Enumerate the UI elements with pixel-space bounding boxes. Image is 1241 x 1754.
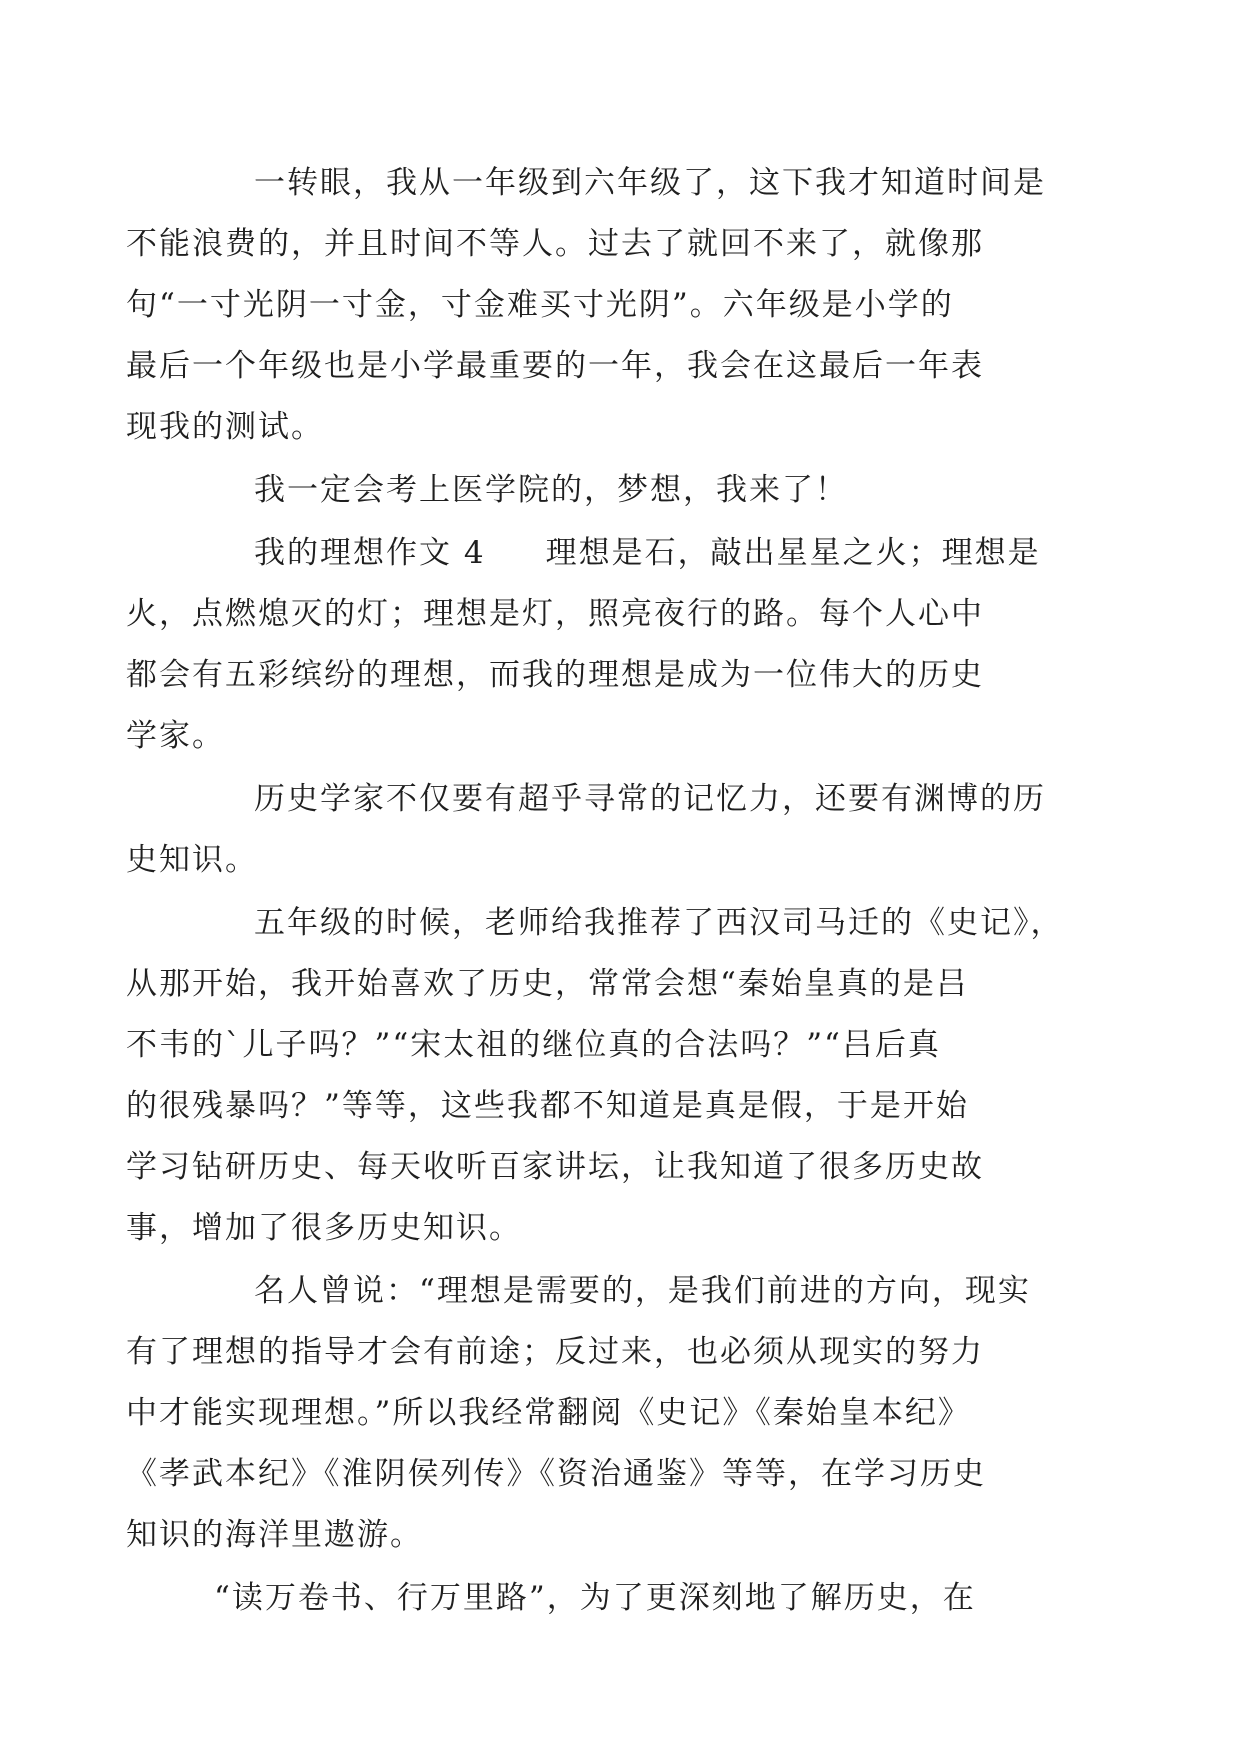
text-line: 学家。 <box>126 718 225 754</box>
paragraph-1 <box>126 153 1050 458</box>
text-line: 《孝武本纪》《淮阴侯列传》《资治通鉴》等等，在学习历史 <box>126 1456 986 1492</box>
paragraph-2 <box>190 460 1050 521</box>
text-line: 历史学家不仅要有超乎寻常的记忆力，还要有渊博的历 <box>254 781 1046 817</box>
text-line: 句“一寸光阴一寸金，寸金难买寸光阴”。六年级是小学的 <box>126 287 954 323</box>
text-line: “读万卷书、行万里路”，为了更深刻地了解历史，在 <box>214 1580 976 1616</box>
text-line: 的很残暴吗？”等等，这些我都不知道是真是假，于是开始 <box>126 1088 969 1124</box>
text-line: 我一定会考上医学院的，梦想，我来了！ <box>254 472 848 508</box>
text-line: 史知识。 <box>126 842 258 878</box>
text-line: 都会有五彩缤纷的理想，而我的理想是成为一位伟大的历史 <box>126 657 984 693</box>
text-line: 最后一个年级也是小学最重要的一年，我会在这最后一年表 <box>126 348 984 384</box>
text-line: 火，点燃熄灭的灯；理想是灯，照亮夜行的路。每个人心中 <box>126 596 984 632</box>
essay-heading: 我的理想作文 4 <box>254 535 486 571</box>
text-line: 不能浪费的，并且时间不等人。过去了就回不来了，就像那 <box>126 226 984 262</box>
text-line: 中才能实现理想。”所以我经常翻阅《史记》《秦始皇本纪》 <box>126 1395 971 1431</box>
text-line: 事，增加了很多历史知识。 <box>126 1210 522 1246</box>
text-line: 从那开始，我开始喜欢了历史，常常会想“秦始皇真的是吕 <box>126 966 969 1002</box>
text-line <box>190 523 1050 584</box>
paragraph-6 <box>126 1261 1050 1566</box>
paragraph-4 <box>126 769 1050 891</box>
paragraph-5 <box>126 893 1064 1259</box>
paragraph-7 <box>190 1568 1050 1629</box>
text-line: 五年级的时候，老师给我推荐了西汉司马迁的《史记》， <box>254 905 1064 941</box>
text-line: 学习钻研历史、每天收听百家讲坛，让我知道了很多历史故 <box>126 1149 984 1185</box>
text-line: 一转眼，我从一年级到六年级了，这下我才知道时间是 <box>254 165 1046 201</box>
document-page <box>126 153 1064 1631</box>
text-line: 现我的测试。 <box>126 409 324 445</box>
text-segment: 理想是石，敲出星星之火；理想是 <box>545 535 1041 571</box>
paragraph-3 <box>126 523 1050 767</box>
text-line: 不韦的`儿子吗？”“宋太祖的继位真的合法吗？”“吕后真 <box>126 1027 941 1063</box>
text-line: 知识的海洋里遨游。 <box>126 1517 423 1553</box>
text-line: 名人曾说：“理想是需要的，是我们前进的方向，现实 <box>254 1273 1031 1309</box>
text-line: 有了理想的指导才会有前途；反过来，也必须从现实的努力 <box>126 1334 984 1370</box>
